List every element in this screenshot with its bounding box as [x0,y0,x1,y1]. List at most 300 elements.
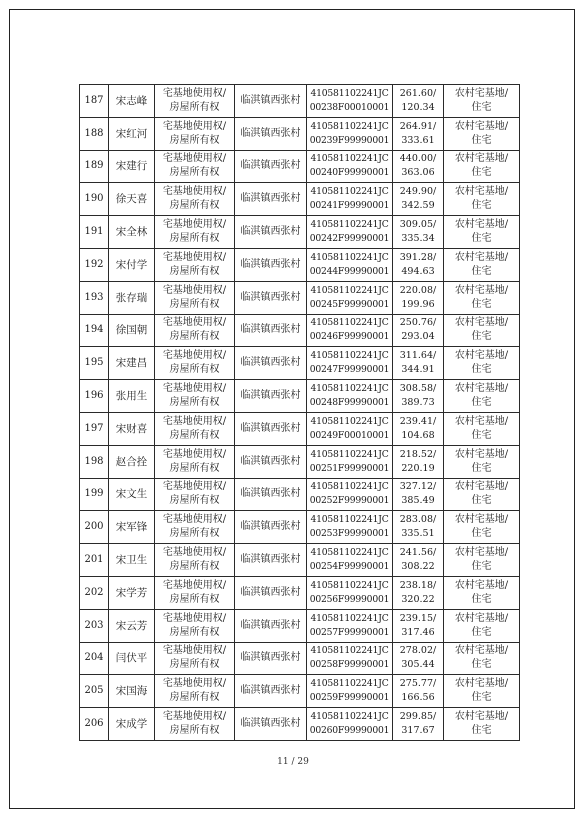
unit-code-text: 00256F99990001 [309,593,390,605]
land-use-text: 农村宅基地/ [454,514,509,526]
area-text: 218.52/ [399,448,437,460]
area-text: 261.60/ [399,87,437,99]
land-use-cell [444,576,520,609]
unit-code-cell [307,675,393,708]
row-number-text: 197 [84,422,104,434]
row-number-text: 195 [84,357,104,369]
area-text: 305.44 [401,659,435,671]
location-text: 临淇镇西张村 [240,390,301,402]
unit-code-cell [307,117,393,150]
unit-code-text: 410581102241JC [310,678,389,690]
unit-code-cell [307,281,393,314]
owner-name-text: 赵合拴 [115,455,148,468]
right-type-text: 宅基地使用权/ [162,186,227,198]
right-type-text: 宅基地使用权/ [162,350,227,362]
table-row [80,642,520,675]
row-number-cell [80,183,109,216]
area-text: 239.15/ [399,612,437,624]
area-text: 335.34 [401,233,435,245]
location-cell [235,708,307,741]
table-row [80,216,520,249]
area-cell [393,576,444,609]
land-use-text: 住宅 [471,101,492,113]
table-row [80,609,520,642]
location-text: 临淇镇西张村 [240,422,301,434]
area-text: 299.85/ [399,711,437,723]
land-use-text: 住宅 [471,200,492,212]
right-type-text: 宅基地使用权/ [162,514,227,526]
unit-code-text: 410581102241JC [310,415,389,427]
unit-code-text: 410581102241JC [310,514,389,526]
land-use-cell [444,380,520,413]
row-number-cell [80,478,109,511]
owner-name-text: 宋国海 [115,685,148,698]
location-cell [235,347,307,380]
right-type-text: 房屋所有权 [169,593,220,605]
land-use-cell [444,216,520,249]
location-cell [235,248,307,281]
location-cell [235,85,307,118]
owner-name-text: 宋志峰 [115,94,148,107]
table-row [80,314,520,347]
area-text: 308.58/ [399,383,437,395]
area-cell [393,117,444,150]
unit-code-text: 00249F00010001 [309,429,390,441]
location-cell [235,609,307,642]
land-use-text: 农村宅基地/ [454,284,509,296]
area-cell [393,380,444,413]
area-text: 344.91 [401,364,435,376]
table-row [80,675,520,708]
owner-name-text: 宋财喜 [115,422,148,435]
land-use-text: 住宅 [471,593,492,605]
right-type-cell [155,642,235,675]
owner-name-cell [109,609,155,642]
unit-code-cell [307,445,393,478]
land-use-cell [444,281,520,314]
unit-code-cell [307,642,393,675]
area-text: 250.76/ [399,317,437,329]
owner-name-cell [109,117,155,150]
row-number-cell [80,708,109,741]
area-text: 363.06 [401,167,435,179]
owner-name-text: 宋云芳 [115,619,148,632]
unit-code-cell [307,478,393,511]
land-use-text: 农村宅基地/ [454,219,509,231]
right-type-text: 宅基地使用权/ [162,448,227,460]
row-number-text: 199 [84,488,104,500]
area-text: 320.22 [401,593,435,605]
land-use-text: 农村宅基地/ [454,579,509,591]
right-type-text: 宅基地使用权/ [162,120,227,132]
table-row [80,85,520,118]
area-text: 391.28/ [399,251,437,263]
unit-code-text: 00254F99990001 [309,561,390,573]
row-number-cell [80,544,109,577]
row-number-cell [80,85,109,118]
land-use-text: 农村宅基地/ [454,383,509,395]
area-cell [393,183,444,216]
area-text: 166.56 [401,692,435,704]
row-number-text: 201 [84,554,104,566]
table-row [80,117,520,150]
land-use-text: 农村宅基地/ [454,547,509,559]
table-row [80,576,520,609]
location-cell [235,576,307,609]
owner-name-cell [109,511,155,544]
location-text: 临淇镇西张村 [240,619,301,631]
area-text: 317.67 [401,725,435,737]
right-type-text: 房屋所有权 [169,331,220,343]
land-use-text: 农村宅基地/ [454,415,509,427]
unit-code-text: 00238F00010001 [309,101,390,113]
row-number-text: 198 [84,455,104,467]
location-cell [235,281,307,314]
area-text: 309.05/ [399,219,437,231]
unit-code-cell [307,216,393,249]
land-use-cell [444,511,520,544]
location-text: 临淇镇西张村 [240,94,301,106]
right-type-text: 房屋所有权 [169,462,220,474]
area-cell [393,248,444,281]
row-number-cell [80,642,109,675]
land-use-cell [444,445,520,478]
unit-code-text: 410581102241JC [310,219,389,231]
right-type-cell [155,478,235,511]
unit-code-text: 00246F99990001 [309,331,390,343]
right-type-cell [155,281,235,314]
unit-code-cell [307,85,393,118]
row-number-text: 190 [84,193,104,205]
land-use-cell [444,150,520,183]
table-body [80,85,520,741]
land-use-text: 农村宅基地/ [454,711,509,723]
unit-code-cell [307,248,393,281]
table-row [80,708,520,741]
area-cell [393,314,444,347]
area-cell [393,347,444,380]
area-cell [393,544,444,577]
row-number-text: 194 [84,324,104,336]
unit-code-text: 00259F99990001 [309,692,390,704]
location-cell [235,642,307,675]
location-text: 临淇镇西张村 [240,127,301,139]
owner-name-cell [109,281,155,314]
owner-name-text: 徐国朝 [115,324,148,337]
land-use-text: 农村宅基地/ [454,612,509,624]
area-cell [393,412,444,445]
table-row [80,183,520,216]
land-use-cell [444,544,520,577]
unit-code-text: 00258F99990001 [309,659,390,671]
row-number-cell [80,380,109,413]
registration-table [79,84,520,741]
location-text: 临淇镇西张村 [240,291,301,303]
land-use-cell [444,248,520,281]
row-number-cell [80,576,109,609]
location-text: 临淇镇西张村 [240,554,301,566]
land-use-cell [444,314,520,347]
unit-code-cell [307,576,393,609]
right-type-cell [155,576,235,609]
row-number-cell [80,150,109,183]
row-number-cell [80,281,109,314]
area-text: 293.04 [401,331,435,343]
right-type-cell [155,248,235,281]
right-type-text: 宅基地使用权/ [162,579,227,591]
unit-code-cell [307,708,393,741]
land-use-text: 住宅 [471,659,492,671]
unit-code-cell [307,412,393,445]
right-type-text: 房屋所有权 [169,167,220,179]
right-type-cell [155,117,235,150]
area-cell [393,675,444,708]
right-type-cell [155,445,235,478]
owner-name-cell [109,445,155,478]
owner-name-text: 宋红河 [115,127,148,140]
row-number-text: 200 [84,521,104,533]
owner-name-cell [109,708,155,741]
unit-code-text: 00257F99990001 [309,626,390,638]
unit-code-text: 410581102241JC [310,645,389,657]
unit-code-cell [307,380,393,413]
right-type-cell [155,675,235,708]
owner-name-cell [109,150,155,183]
land-use-text: 农村宅基地/ [454,678,509,690]
right-type-text: 房屋所有权 [169,200,220,212]
owner-name-text: 宋建昌 [115,357,148,370]
land-use-cell [444,609,520,642]
row-number-cell [80,511,109,544]
owner-name-cell [109,216,155,249]
land-use-text: 农村宅基地/ [454,448,509,460]
area-text: 238.18/ [399,579,437,591]
location-text: 临淇镇西张村 [240,160,301,172]
table-row [80,150,520,183]
unit-code-text: 00239F99990001 [309,134,390,146]
owner-name-text: 宋学芳 [115,586,148,599]
land-use-text: 住宅 [471,495,492,507]
land-use-cell [444,708,520,741]
unit-code-text: 00248F99990001 [309,397,390,409]
row-number-cell [80,347,109,380]
right-type-text: 房屋所有权 [169,233,220,245]
owner-name-text: 张存瑞 [115,291,148,304]
land-use-text: 农村宅基地/ [454,251,509,263]
row-number-text: 196 [84,390,104,402]
right-type-cell [155,511,235,544]
owner-name-text: 宋付学 [115,258,148,271]
row-number-cell [80,216,109,249]
right-type-text: 房屋所有权 [169,626,220,638]
location-text: 临淇镇西张村 [240,226,301,238]
right-type-text: 宅基地使用权/ [162,678,227,690]
unit-code-text: 410581102241JC [310,87,389,99]
owner-name-cell [109,675,155,708]
right-type-cell [155,85,235,118]
area-text: 333.61 [401,134,435,146]
right-type-text: 宅基地使用权/ [162,415,227,427]
unit-code-cell [307,183,393,216]
row-number-text: 204 [84,652,104,664]
land-use-cell [444,675,520,708]
location-text: 临淇镇西张村 [240,455,301,467]
row-number-text: 202 [84,586,104,598]
right-type-text: 宅基地使用权/ [162,612,227,624]
unit-code-text: 410581102241JC [310,186,389,198]
row-number-cell [80,117,109,150]
right-type-text: 宅基地使用权/ [162,219,227,231]
owner-name-text: 宋成学 [115,718,148,731]
land-use-text: 住宅 [471,265,492,277]
row-number-text: 191 [84,226,104,238]
location-cell [235,117,307,150]
owner-name-cell [109,478,155,511]
unit-code-text: 410581102241JC [310,481,389,493]
land-use-text: 住宅 [471,692,492,704]
unit-code-cell [307,150,393,183]
area-cell [393,150,444,183]
land-use-text: 住宅 [471,364,492,376]
location-text: 临淇镇西张村 [240,324,301,336]
area-cell [393,216,444,249]
area-text: 220.08/ [399,284,437,296]
right-type-cell [155,347,235,380]
land-use-text: 住宅 [471,626,492,638]
unit-code-text: 410581102241JC [310,612,389,624]
row-number-text: 187 [84,94,104,106]
land-use-text: 农村宅基地/ [454,645,509,657]
unit-code-text: 410581102241JC [310,711,389,723]
owner-name-cell [109,380,155,413]
owner-name-text: 宋全林 [115,226,148,239]
unit-code-text: 410581102241JC [310,448,389,460]
area-cell [393,445,444,478]
right-type-text: 房屋所有权 [169,298,220,310]
table-row [80,478,520,511]
right-type-text: 房屋所有权 [169,397,220,409]
area-text: 199.96 [401,298,435,310]
land-use-text: 农村宅基地/ [454,317,509,329]
right-type-text: 房屋所有权 [169,725,220,737]
land-use-text: 住宅 [471,134,492,146]
area-cell [393,511,444,544]
right-type-cell [155,183,235,216]
right-type-text: 房屋所有权 [169,561,220,573]
area-text: 283.08/ [399,514,437,526]
row-number-text: 205 [84,685,104,697]
land-use-text: 农村宅基地/ [454,481,509,493]
area-text: 264.91/ [399,120,437,132]
area-text: 494.63 [401,265,435,277]
location-text: 临淇镇西张村 [240,193,301,205]
unit-code-cell [307,544,393,577]
location-cell [235,445,307,478]
right-type-text: 宅基地使用权/ [162,711,227,723]
right-type-text: 宅基地使用权/ [162,383,227,395]
right-type-text: 房屋所有权 [169,364,220,376]
right-type-text: 宅基地使用权/ [162,284,227,296]
area-cell [393,85,444,118]
unit-code-text: 00241F99990001 [309,200,390,212]
location-cell [235,675,307,708]
row-number-text: 193 [84,291,104,303]
location-text: 临淇镇西张村 [240,586,301,598]
unit-code-text: 410581102241JC [310,350,389,362]
right-type-text: 房屋所有权 [169,528,220,540]
land-use-text: 住宅 [471,528,492,540]
area-text: 220.19 [401,462,435,474]
land-use-cell [444,642,520,675]
right-type-text: 房屋所有权 [169,265,220,277]
right-type-cell [155,609,235,642]
right-type-text: 宅基地使用权/ [162,481,227,493]
unit-code-text: 410581102241JC [310,579,389,591]
unit-code-text: 410581102241JC [310,383,389,395]
right-type-text: 房屋所有权 [169,134,220,146]
right-type-text: 宅基地使用权/ [162,317,227,329]
land-use-text: 住宅 [471,462,492,474]
right-type-text: 宅基地使用权/ [162,547,227,559]
location-cell [235,380,307,413]
row-number-text: 189 [84,160,104,172]
right-type-text: 宅基地使用权/ [162,645,227,657]
area-cell [393,281,444,314]
right-type-text: 房屋所有权 [169,692,220,704]
location-cell [235,412,307,445]
table-row [80,511,520,544]
area-text: 249.90/ [399,186,437,198]
unit-code-text: 410581102241JC [310,251,389,263]
land-use-text: 住宅 [471,298,492,310]
row-number-text: 206 [84,718,104,730]
table-row [80,248,520,281]
row-number-text: 188 [84,127,104,139]
owner-name-cell [109,85,155,118]
location-text: 临淇镇西张村 [240,521,301,533]
location-text: 临淇镇西张村 [240,488,301,500]
land-use-text: 住宅 [471,561,492,573]
land-use-text: 农村宅基地/ [454,87,509,99]
table-row [80,544,520,577]
area-text: 275.77/ [399,678,437,690]
owner-name-cell [109,248,155,281]
land-use-cell [444,85,520,118]
area-cell [393,609,444,642]
area-text: 278.02/ [399,645,437,657]
table-row [80,380,520,413]
location-text: 临淇镇西张村 [240,258,301,270]
unit-code-text: 410581102241JC [310,317,389,329]
unit-code-text: 410581102241JC [310,120,389,132]
owner-name-cell [109,642,155,675]
land-use-cell [444,117,520,150]
row-number-cell [80,412,109,445]
owner-name-cell [109,576,155,609]
land-use-cell [444,183,520,216]
right-type-text: 房屋所有权 [169,495,220,507]
location-text: 临淇镇西张村 [240,357,301,369]
owner-name-cell [109,183,155,216]
right-type-cell [155,216,235,249]
area-text: 385.49 [401,495,435,507]
area-cell [393,708,444,741]
unit-code-text: 410581102241JC [310,284,389,296]
right-type-text: 房屋所有权 [169,101,220,113]
land-use-text: 住宅 [471,725,492,737]
table-row [80,412,520,445]
right-type-cell [155,150,235,183]
